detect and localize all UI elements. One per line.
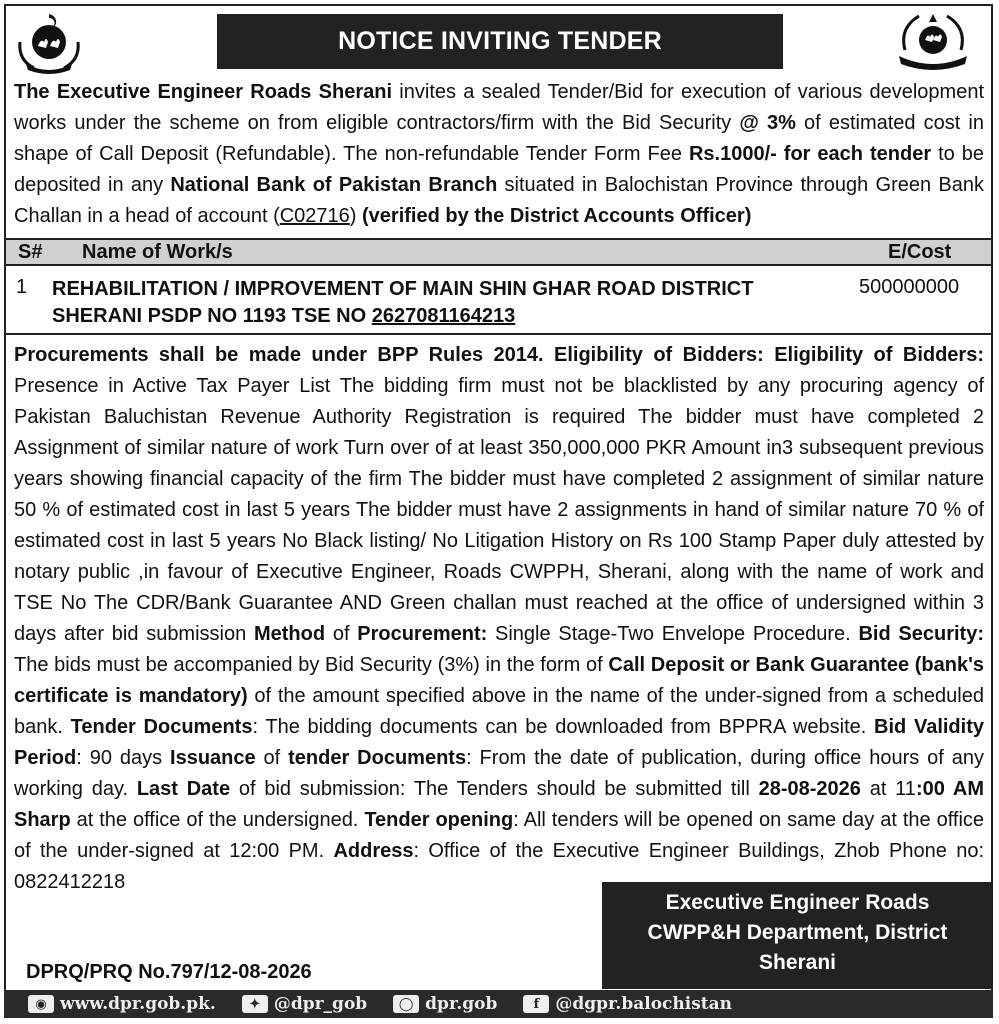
intro-paragraph: The Executive Engineer Roads Sherani invites a sealed Tender/Bid for execution of various development works under the scheme on from eligible contractors/firm with the Bid Security @ 3% of estimated cost in shape of Call Deposit (Refundable). The non-refundable Tender Form Fee Rs.1000/- for each tender to be deposited in any National Bank of Pakistan Branch situated in Balochistan Province through Green Bank Challan in a head of account (C02716) (verified by the District Accounts Officer) <box>14 81 985 227</box>
footer-bar <box>4 990 993 1018</box>
works-table <box>6 238 991 335</box>
col-header-cost: E/Cost <box>888 241 952 263</box>
notice-title: NOTICE INVITING TENDER <box>217 14 783 69</box>
bid-security-percent: @ 3% <box>739 112 796 134</box>
issuer-name: The Executive Engineer Roads Sherani <box>14 81 393 103</box>
globe-icon: ◉ <box>28 995 54 1013</box>
balochistan-emblem-logo <box>14 12 84 76</box>
reference-number: DPRQ/PRQ No.797/12-08-2026 <box>26 961 312 983</box>
row-work-name: REHABILITATION / IMPROVEMENT OF MAIN SHIN GHAR ROAD DISTRICT SHERANI PSDP NO 1193 TSE NO 2627081164213 <box>52 278 754 327</box>
signature-line-3: Sherani <box>758 951 837 974</box>
facebook-icon: f <box>523 995 549 1013</box>
table-row <box>6 270 991 332</box>
table-header <box>6 238 991 266</box>
tse-number: 2627081164213 <box>371 305 516 327</box>
col-header-name: Name of Work/s <box>82 241 233 263</box>
row-sn: 1 <box>16 276 28 298</box>
signature-line-1: Executive Engineer Roads <box>665 891 930 914</box>
table-bottom-rule <box>6 333 991 335</box>
footer-facebook[interactable]: f @dgpr.balochistan <box>523 994 732 1014</box>
signature-line-2: CWPP&H Department, District <box>647 921 948 944</box>
col-header-sn: S# <box>18 241 43 263</box>
bank-name: National Bank of Pakistan Branch <box>170 174 498 196</box>
footer-website[interactable]: ◉ www.dpr.gob.pk. <box>28 994 216 1014</box>
verification-note: (verified by the District Accounts Officer) <box>362 205 752 227</box>
dgpr-emblem-logo <box>893 10 973 80</box>
instagram-icon: ◯ <box>393 995 419 1013</box>
row-cost: 500000000 <box>859 276 960 298</box>
signature-block <box>602 882 993 989</box>
account-code: C02716 <box>279 205 350 227</box>
terms-paragraph: Procurements shall be made under BPP Rules 2014. Eligibility of Bidders: Eligibility of Bidders: Presence in Active Tax Payer List The bidding firm must not be blacklisted by any procuring agency of Pakistan Baluchistan Revenue Authority Registration is required The bidder must have completed 2 Assignment of similar nature of work Turn over of at least 350,000,000 PKR Amount in3 subsequent previous years showing financial capacity of the firm The bidder must have completed 2 assignment of similar nature 50 % of estimated cost in last 5 years The bidder must have 2 assignments in hand of similar nature 70 % of estimated cost in last 5 years No Black listing/ No Litigation History on Rs 100 Stamp Paper duly attested by notary public ,in favour of Executive Engineer, Roads CWPPH, Sherani, along with the name of work and TSE No The CDR/Bank Guarantee AND Green challan must reached at the office of undersigned within 3 days after bid submission Method of Procurement: Single Stage-Two Envelope Procedure. Bid Security: The bids must be accompanied by Bid Security (3%) in the form of Call Deposit or Bank Guarantee (bank's certificate is mandatory) of the amount specified above in the name of the under-signed from a scheduled bank. Tender Documents: The bidding documents can be downloaded from BPPRA website. Bid Validity Period: 90 days Issuance of tender Documents: From the date of publication, during office hours of any working day. Last Date of bid submission: The Tenders should be submitted till 28-08-2026 at 11:00 AM Sharp at the office of the undersigned. Tender opening: All tenders will be opened on same day at the office of the under-signed at 12:00 PM. Address: Office of the Executive Engineer Buildings, Zhob Phone no: 0822412218 <box>14 344 985 893</box>
tender-fee: Rs.1000/- for each tender <box>688 143 932 165</box>
footer-instagram[interactable]: ◯ dpr.gob <box>393 994 497 1014</box>
twitter-icon: ✦ <box>242 995 268 1013</box>
footer-twitter[interactable]: ✦ @dpr_gob <box>242 994 367 1014</box>
